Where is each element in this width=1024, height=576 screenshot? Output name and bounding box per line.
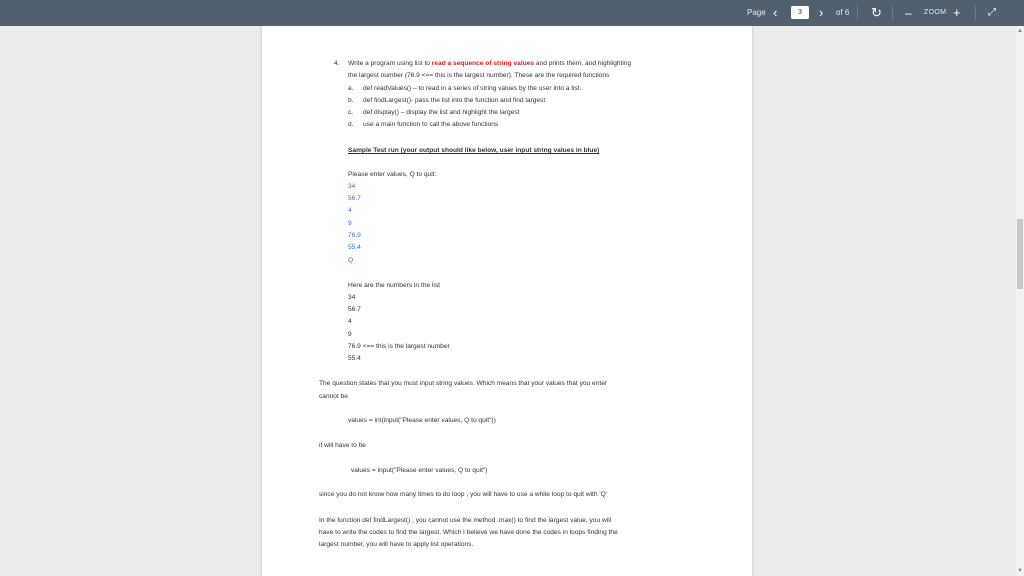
question-line-1-post: and prints them, and highlighting <box>534 60 632 67</box>
sample-input: Q <box>348 257 354 264</box>
answer-para-4-line-3: largest number, you will have to apply list operations. <box>319 541 474 548</box>
output-line: 9 <box>348 331 352 338</box>
question-highlight: read a sequence of string values <box>431 60 535 67</box>
toolbar-divider <box>857 6 858 20</box>
question-line-1 <box>348 59 631 68</box>
output-line: 55.4 <box>348 355 361 362</box>
sample-input: 9 <box>348 220 352 227</box>
page-number-input[interactable] <box>791 6 809 19</box>
question-line-2: the largest number (76.9 <== this is the largest number). These are the required functions <box>348 72 610 79</box>
requirement-text: def readValues() – to read in a series of string values by the user into a list. <box>363 85 582 92</box>
document-viewport <box>0 26 1016 576</box>
requirement-text: def display() – display the list and highlight the largest <box>363 109 520 116</box>
sample-prompt: Please enter values, Q to quit: <box>348 171 437 178</box>
output-line: 4 <box>348 318 352 325</box>
sample-input: 34 <box>348 183 356 190</box>
zoom-label: ZOOM <box>924 9 947 16</box>
requirement-text: def findLargest()- pass the list into the function and find largest <box>363 97 546 104</box>
chevron-left-icon[interactable]: ‹ <box>773 5 778 20</box>
scroll-down-icon[interactable]: ▼ <box>1017 568 1023 574</box>
question-number: 4. <box>334 60 340 67</box>
requirement-letter: c. <box>348 109 354 116</box>
requirement-text: use a main function to call the above functions <box>363 121 499 128</box>
output-line: 56.7 <box>348 306 361 313</box>
toolbar-divider <box>892 6 893 20</box>
page-label: Page <box>747 8 766 17</box>
answer-para-4-line-1: In the function def findLargest() , you cannot use the method .max() to find the largest value, you will <box>319 517 612 524</box>
refresh-icon[interactable]: ↻ <box>871 5 882 20</box>
zoom-in-button[interactable]: + <box>953 5 961 20</box>
requirement-letter: b. <box>348 97 354 104</box>
requirement-letter: a. <box>348 85 354 92</box>
answer-para-2: it will have to be <box>319 442 366 449</box>
requirement-letter: d. <box>348 121 354 128</box>
sample-heading: Sample Test run (your output should like below, user input string values in blue) <box>348 147 600 154</box>
answer-para-3: since you do not know how many times to do loop , you will have to use a while loop to quit with 'Q' <box>319 491 608 498</box>
toolbar <box>0 0 1024 26</box>
page-count-label: of 6 <box>836 8 850 17</box>
code-line-2: values = input("Please enter values, Q to quit") <box>351 467 488 474</box>
vertical-scrollbar[interactable] <box>1016 26 1024 576</box>
scrollbar-thumb[interactable] <box>1017 219 1023 289</box>
question-line-1-pre: Write a program using list to <box>348 60 432 67</box>
toolbar-divider <box>975 6 976 20</box>
zoom-out-button[interactable]: – <box>905 6 912 20</box>
sample-input: 55.4 <box>348 244 361 251</box>
sample-input: 56.7 <box>348 195 361 202</box>
sample-input: 76.9 <box>348 232 361 239</box>
chevron-right-icon[interactable]: › <box>819 5 824 20</box>
document-page <box>262 26 752 576</box>
scroll-up-icon[interactable]: ▲ <box>1017 28 1023 34</box>
output-line: 34 <box>348 294 356 301</box>
answer-para-1-line-1: The question states that you must input string values. Which means that your values that you enter <box>319 380 608 387</box>
output-line: 76.9 <== this is the largest number <box>348 343 450 350</box>
code-line-1: values = int(input("Please enter values, Q to quit")) <box>348 417 496 424</box>
output-header: Here are the numbers in the list <box>348 282 440 289</box>
answer-para-4-line-2: have to write the codes to find the largest. Which I believe we have done the codes in loops finding the <box>319 529 618 536</box>
sample-input: 4 <box>348 207 352 214</box>
expand-icon[interactable]: ⤢ <box>988 7 996 18</box>
answer-para-1-line-2: cannot be <box>319 393 348 400</box>
